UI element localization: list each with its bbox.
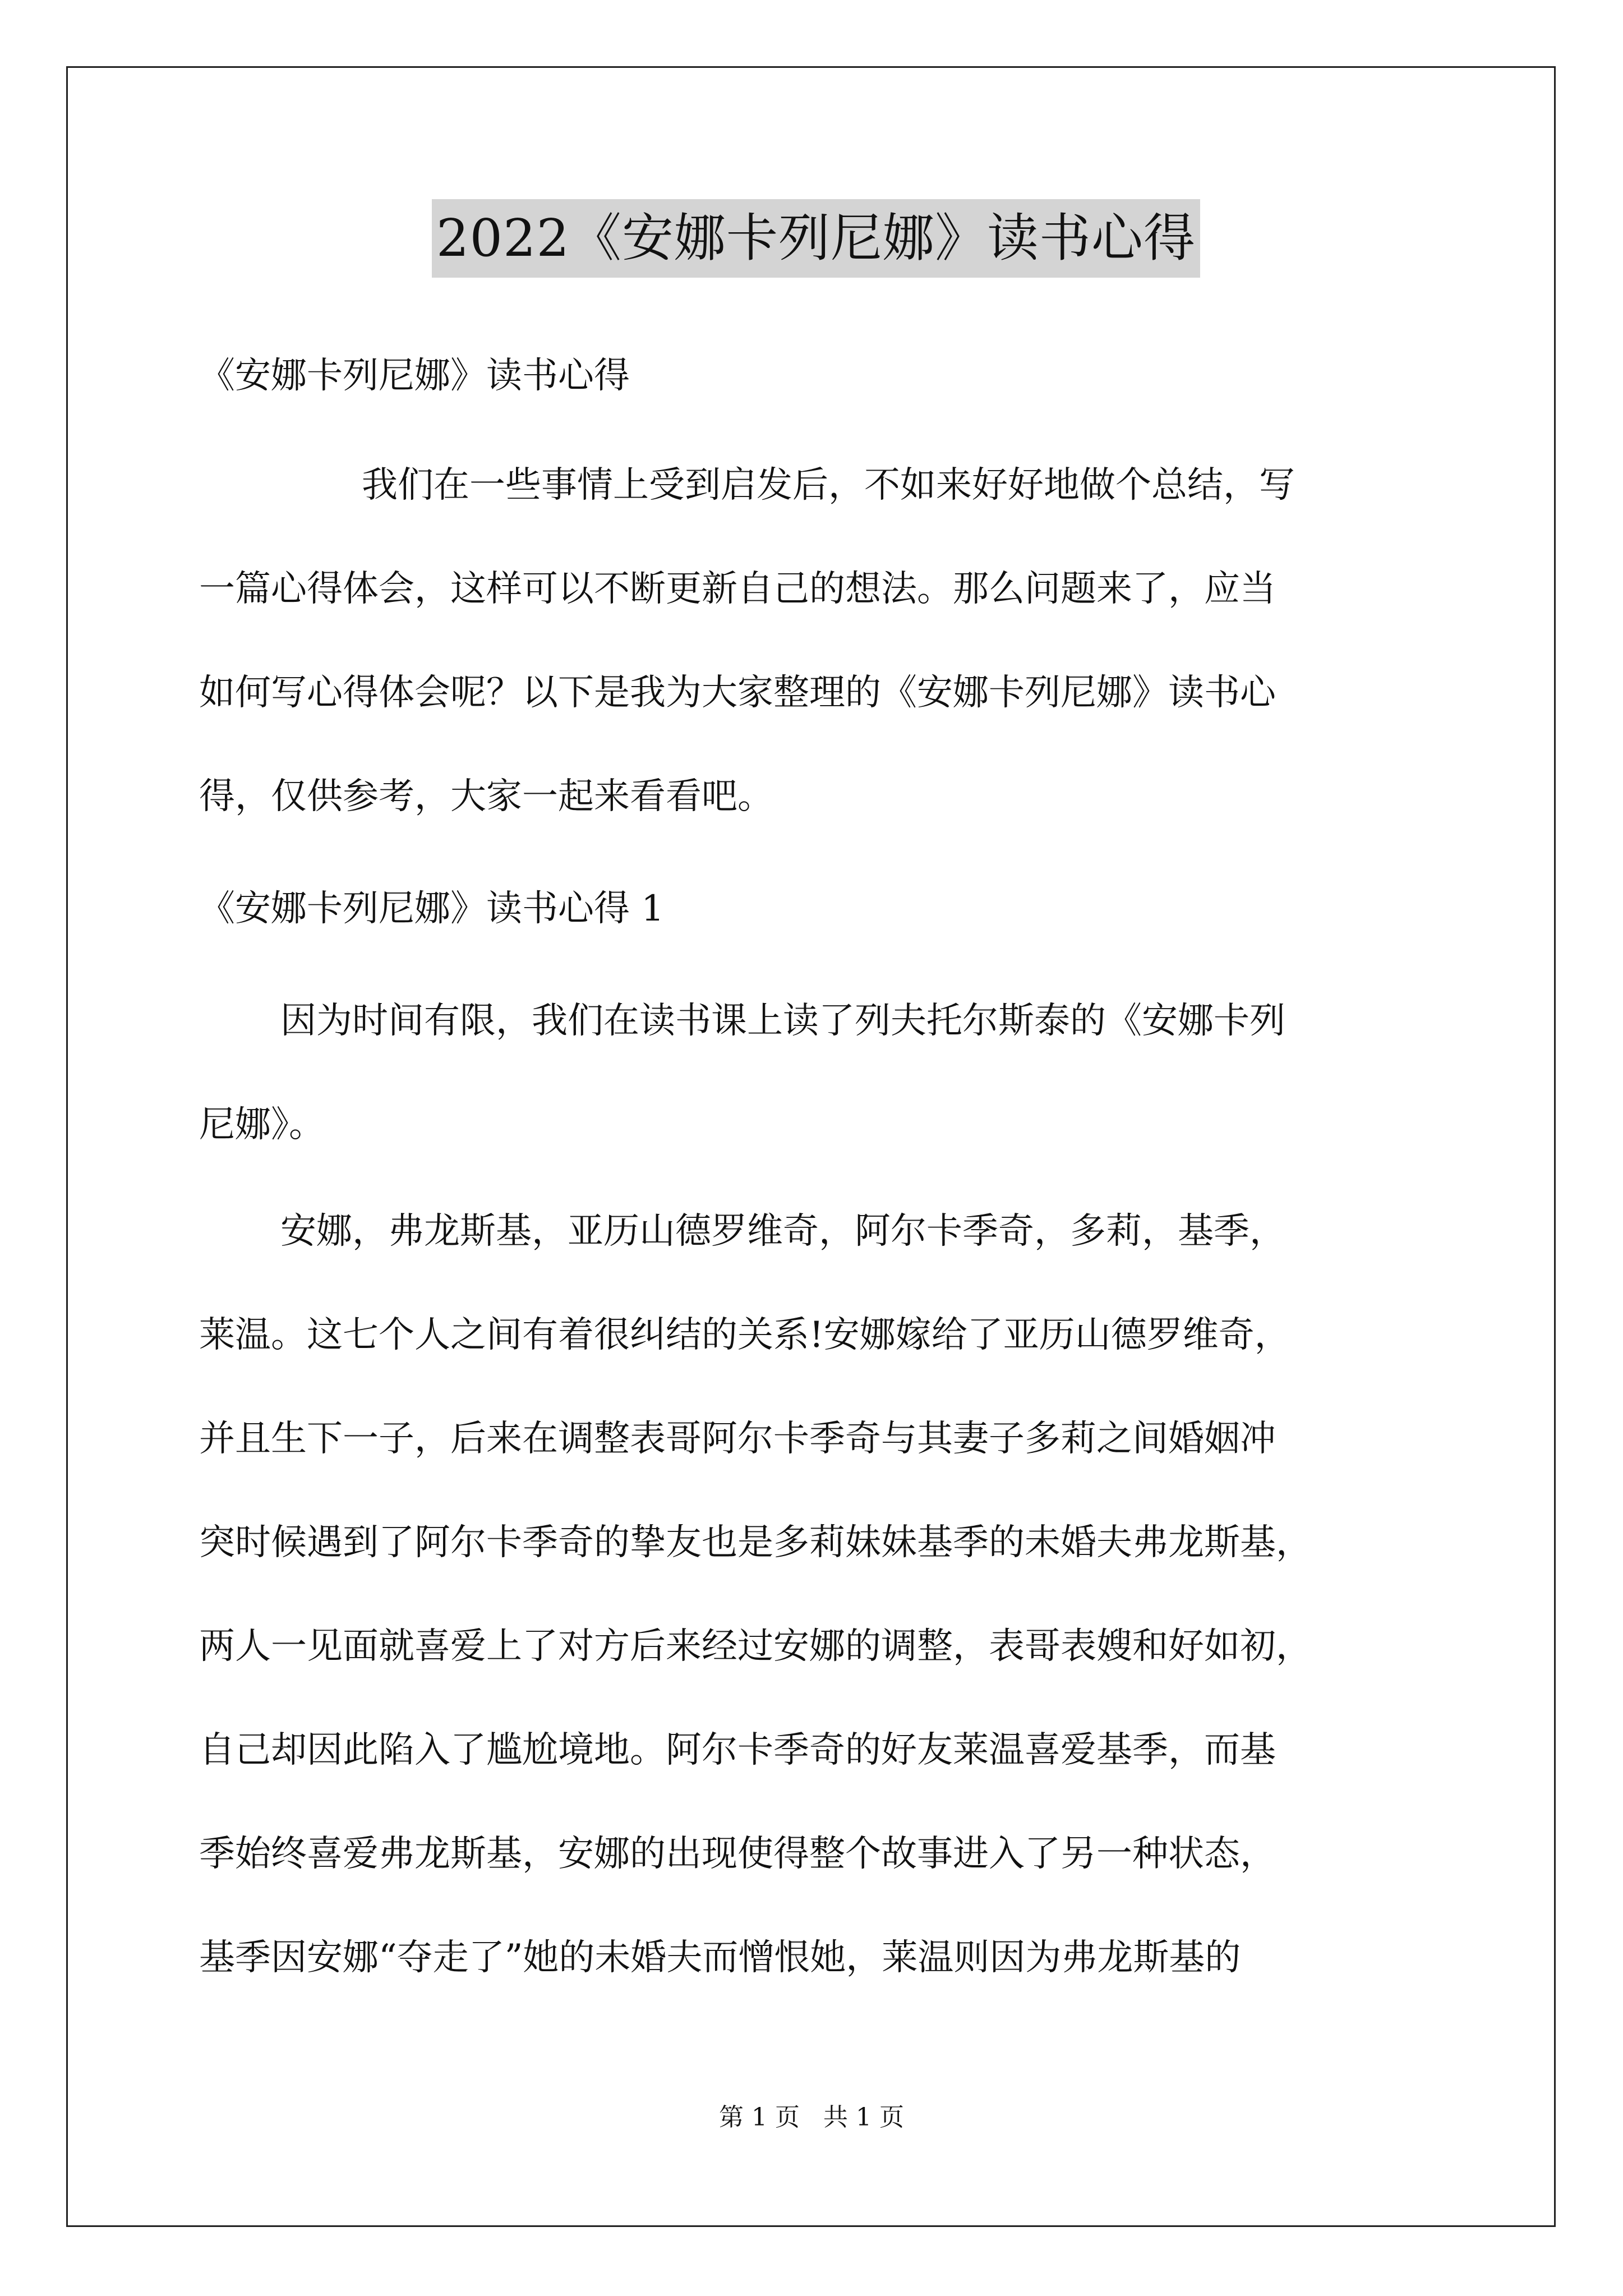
intro-line: 我们在一些事情上受到启发后，不如来好好地做个总结，写 bbox=[362, 464, 1295, 506]
document-subtitle: 《安娜卡列尼娜》读书心得 bbox=[199, 355, 630, 397]
paragraph-line: 尼娜》。 bbox=[199, 1104, 325, 1145]
paragraph-line: 莱温。这七个人之间有着很纠结的关系!安娜嫁给了亚历山德罗维奇， bbox=[199, 1314, 1290, 1356]
paragraph-line: 两人一见面就喜爱上了对方后来经过安娜的调整，表哥表嫂和好如初， bbox=[199, 1626, 1312, 1667]
intro-line: 得，仅供参考，大家一起来看看吧。 bbox=[199, 776, 773, 817]
paragraph-line: 季始终喜爱弗龙斯基，安娜的出现使得整个故事进入了另一种状态， bbox=[199, 1833, 1276, 1875]
intro-line: 如何写心得体会呢？以下是我为大家整理的《安娜卡列尼娜》读书心 bbox=[199, 672, 1276, 714]
title-wrap bbox=[199, 199, 1433, 278]
paragraph-line: 安娜，弗龙斯基，亚历山德罗维奇，阿尔卡季奇，多莉，基季， bbox=[280, 1211, 1285, 1252]
paragraph-line: 并且生下一子，后来在调整表哥阿尔卡季奇与其妻子多莉之间婚姻冲 bbox=[199, 1418, 1276, 1460]
paragraph-line: 突时候遇到了阿尔卡季奇的挚友也是多莉妹妹基季的未婚夫弗龙斯基， bbox=[199, 1522, 1312, 1563]
intro-line: 一篇心得体会，这样可以不断更新自己的想法。那么问题来了，应当 bbox=[199, 568, 1276, 610]
page-footer: 第 1 页 共 1 页 bbox=[719, 2103, 904, 2132]
paragraph-line: 基季因安娜“夺走了”她的未婚夫而憎恨她，莱温则因为弗龙斯基的 bbox=[199, 1937, 1241, 1978]
section-heading: 《安娜卡列尼娜》读书心得 1 bbox=[199, 888, 665, 930]
paragraph-line: 自己却因此陷入了尴尬境地。阿尔卡季奇的好友莱温喜爱基季，而基 bbox=[199, 1729, 1276, 1771]
document-title: 2022《安娜卡列尼娜》读书心得 bbox=[432, 199, 1200, 278]
paragraph-line: 因为时间有限，我们在读书课上读了列夫托尔斯泰的《安娜卡列 bbox=[280, 1000, 1285, 1042]
